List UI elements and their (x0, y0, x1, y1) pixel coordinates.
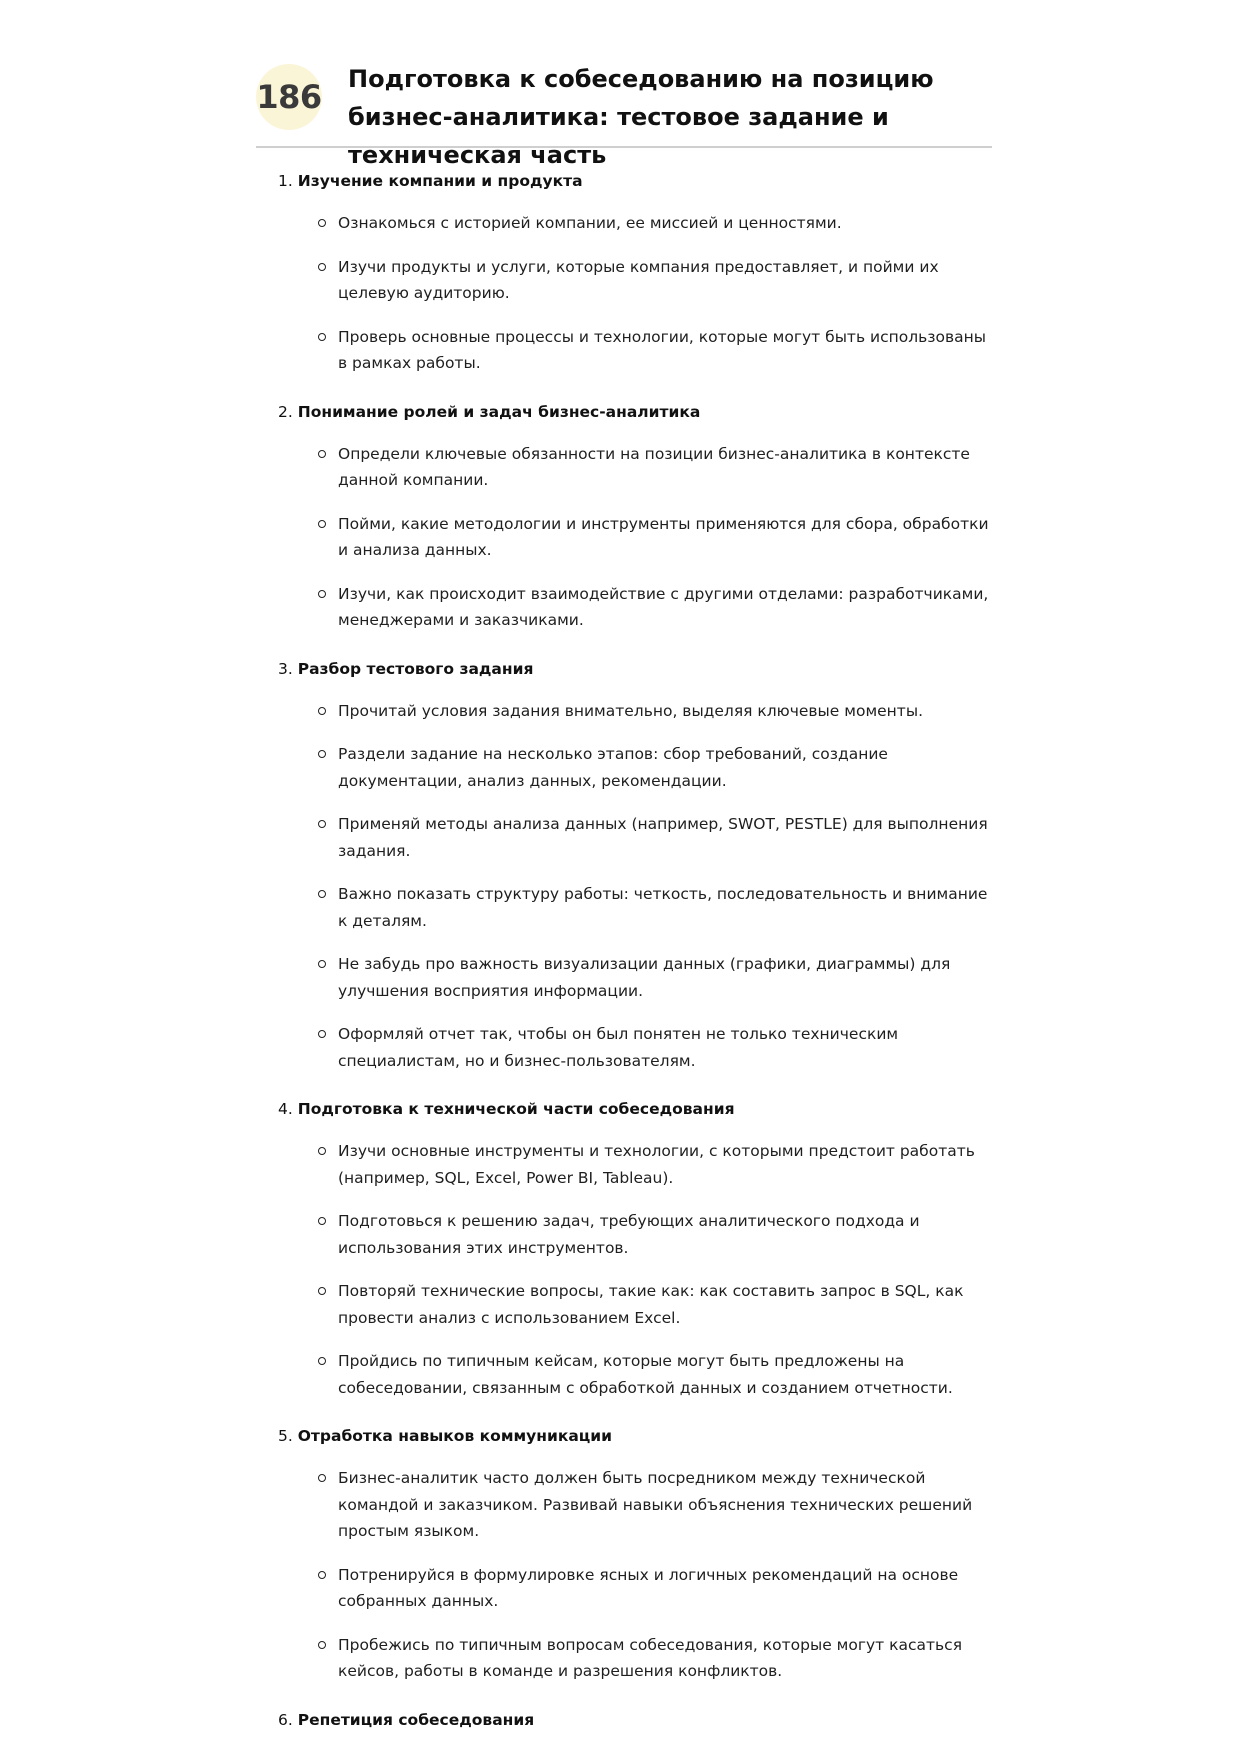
bullet-list (278, 698, 990, 1075)
list-item: Прочитай условия задания внимательно, выделяя ключевые моменты. (338, 698, 990, 725)
page-header (256, 54, 992, 169)
list-item: Важно показать структуру работы: четкость, последовательность и внимание к деталям. (338, 881, 990, 934)
section-number: 2. (278, 402, 293, 421)
list-item: Применяй методы анализа данных (например, SWOT, PESTLE) для выполнения задания. (338, 811, 990, 864)
bullet-circle-icon (318, 1030, 326, 1038)
list-item: Пойми, какие методологии и инструменты применяются для сбора, обработки и анализа данных. (338, 511, 990, 564)
list-item: Ознакомься с историей компании, ее миссией и ценностями. (338, 210, 990, 237)
list-item: Не забудь про важность визуализации данных (графики, диаграммы) для улучшения восприятия информации. (338, 951, 990, 1004)
page-title: Подготовка к собеседованию на позицию бизнес-аналитика: тестовое задание и техническая часть (348, 65, 934, 169)
bullet-circle-icon (318, 820, 326, 828)
section (278, 1423, 990, 1685)
list-item: Изучи продукты и услуги, которые компания предоставляет, и пойми их целевую аудиторию. (338, 254, 990, 307)
section (278, 656, 990, 1075)
list-item: Изучи основные инструменты и технологии, с которыми предстоит работать (например, SQL, Excel, Power BI, Tableau). (338, 1138, 990, 1191)
section (278, 1707, 990, 1733)
bullet-list (278, 210, 990, 377)
section (278, 168, 990, 377)
list-item: Потренируйся в формулировке ясных и логичных рекомендаций на основе собранных данных. (338, 1562, 990, 1615)
section-heading (278, 656, 990, 682)
list-item: Определи ключевые обязанности на позиции бизнес-аналитика в контексте данной компании. (338, 441, 990, 494)
bullet-circle-icon (318, 450, 326, 458)
bullet-circle-icon (318, 707, 326, 715)
list-item: Оформляй отчет так, чтобы он был понятен не только техническим специалистам, но и бизнес-пользователям. (338, 1021, 990, 1074)
list-item: Пробежись по типичным вопросам собеседования, которые могут касаться кейсов, работы в команде и разрешения конфликтов. (338, 1632, 990, 1685)
bullet-circle-icon (318, 333, 326, 341)
list-item: Проверь основные процессы и технологии, которые могут быть использованы в рамках работы. (338, 324, 990, 377)
content-list (278, 168, 990, 1755)
list-item: Бизнес-аналитик часто должен быть посредником между технической командой и заказчиком. Развивай навыки объяснения технических решений простым языком. (338, 1465, 990, 1545)
section-title: Подготовка к технической части собеседования (297, 1100, 735, 1118)
bullet-circle-icon (318, 1571, 326, 1579)
bullet-list (278, 1465, 990, 1685)
bullet-circle-icon (318, 960, 326, 968)
bullet-circle-icon (318, 590, 326, 598)
section-heading (278, 168, 990, 194)
bullet-circle-icon (318, 1147, 326, 1155)
bullet-list (278, 441, 990, 634)
list-item: Пройдись по типичным кейсам, которые могут быть предложены на собеседовании, связанным с обработкой данных и созданием отчетности. (338, 1348, 990, 1401)
bullet-circle-icon (318, 1287, 326, 1295)
section-heading (278, 1423, 990, 1449)
section (278, 399, 990, 634)
bullet-circle-icon (318, 1641, 326, 1649)
list-item: Подготовься к решению задач, требующих аналитического подхода и использования этих инструментов. (338, 1208, 990, 1261)
bullet-circle-icon (318, 750, 326, 758)
section-title: Изучение компании и продукта (297, 172, 583, 190)
bullet-circle-icon (318, 1357, 326, 1365)
section-heading (278, 399, 990, 425)
bullet-list (278, 1138, 990, 1401)
section-number: 1. (278, 172, 293, 190)
section-heading (278, 1096, 990, 1122)
section (278, 1096, 990, 1401)
section-title: Понимание ролей и задач бизнес-аналитика (297, 402, 701, 421)
section-title: Репетиция собеседования (297, 1710, 535, 1729)
list-item: Повторяй технические вопросы, такие как: как составить запрос в SQL, как провести анализ с использованием Excel. (338, 1278, 990, 1331)
list-item: Изучи, как происходит взаимодействие с другими отделами: разработчиками, менеджерами и заказчиками. (338, 581, 990, 634)
bullet-circle-icon (318, 1474, 326, 1482)
bullet-circle-icon (318, 1217, 326, 1225)
section-title: Отработка навыков коммуникации (297, 1427, 613, 1445)
section-number: 4. (278, 1100, 293, 1118)
section-number-badge: 186 (256, 64, 322, 130)
list-item: Раздели задание на несколько этапов: сбор требований, создание документации, анализ данных, рекомендации. (338, 741, 990, 794)
bullet-circle-icon (318, 890, 326, 898)
section-number: 3. (278, 659, 293, 678)
section-title: Разбор тестового задания (297, 659, 534, 678)
bullet-circle-icon (318, 219, 326, 227)
section-heading (278, 1707, 990, 1733)
bullet-circle-icon (318, 263, 326, 271)
bullet-circle-icon (318, 520, 326, 528)
section-number: 6. (278, 1710, 293, 1729)
section-number: 5. (278, 1427, 293, 1445)
